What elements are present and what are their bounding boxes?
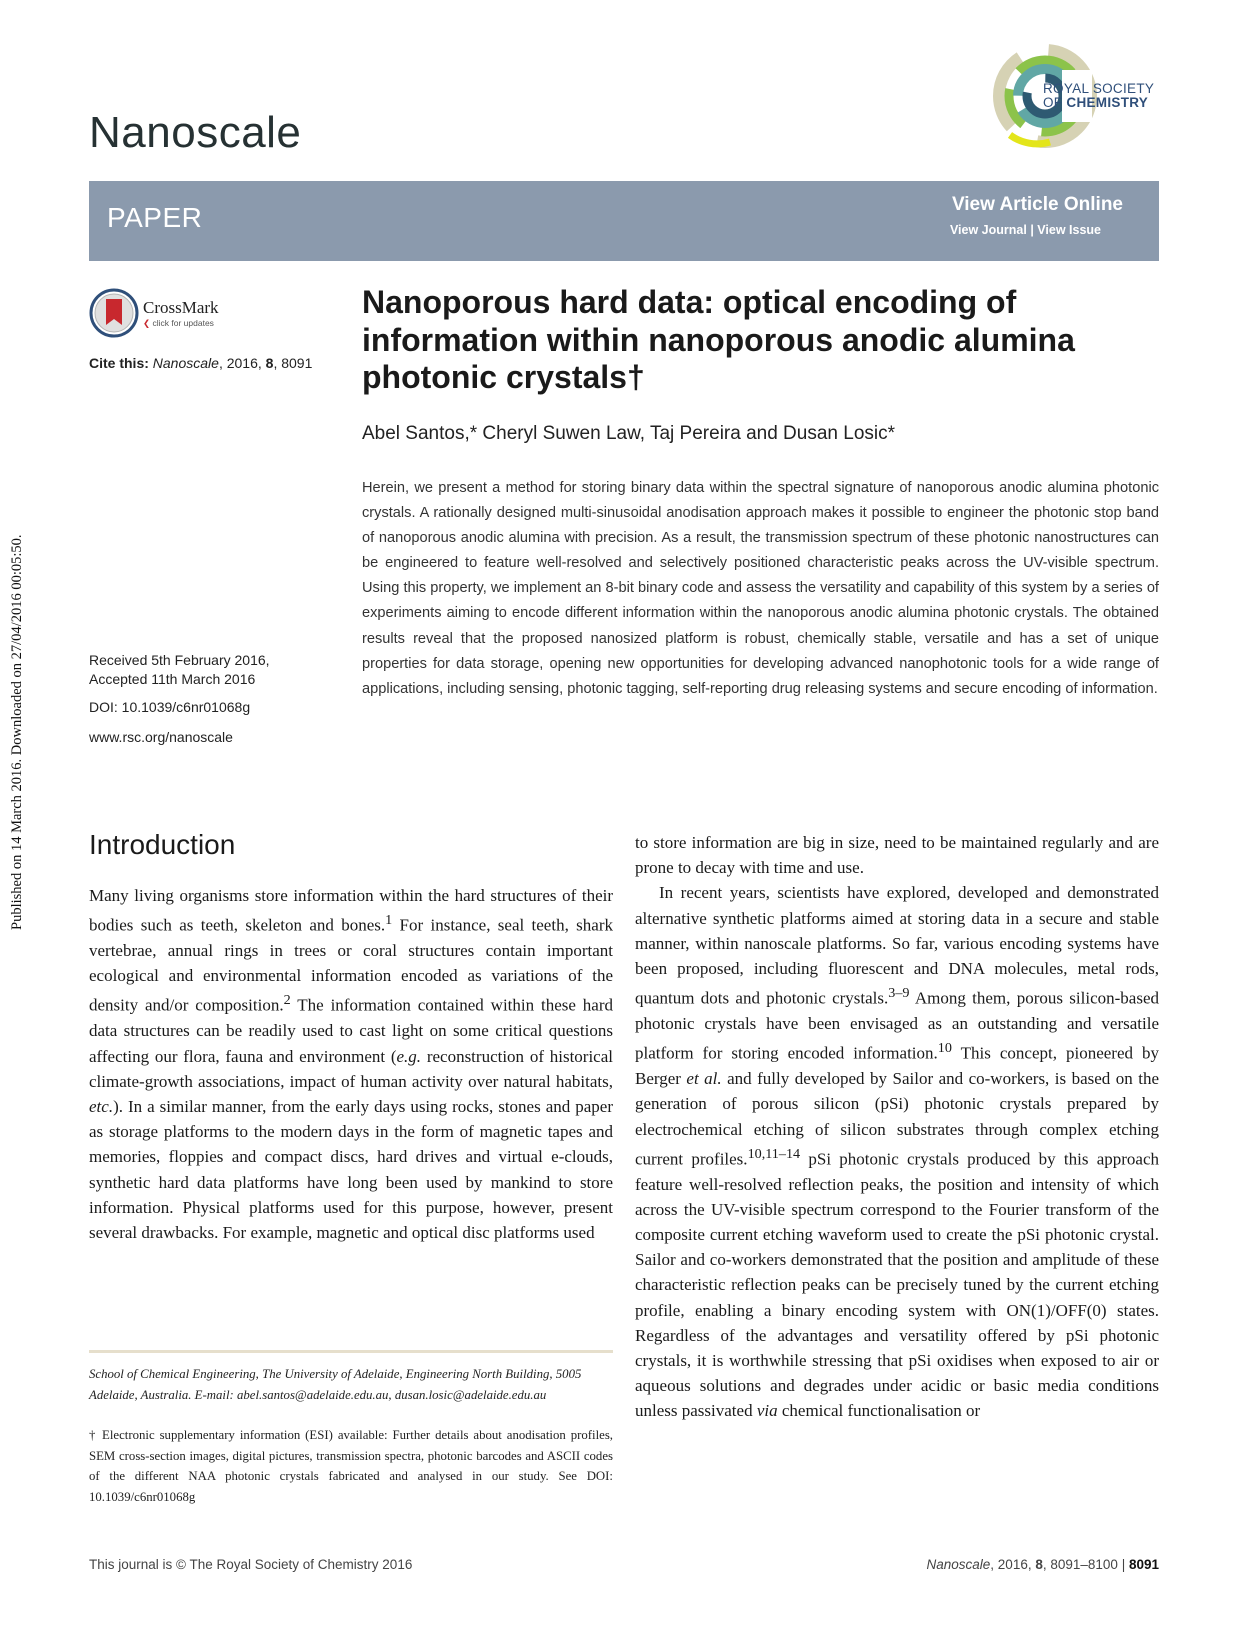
journal-url-link[interactable]: www.rsc.org/nanoscale (89, 729, 233, 745)
journal-title: Nanoscale (89, 108, 302, 157)
citation-ref[interactable]: 1 (385, 912, 393, 929)
article-type-label: PAPER (107, 202, 203, 233)
citation-ref[interactable]: 3–9 (888, 985, 910, 1002)
esi-footnote: † Electronic supplementary information (ESI) available: Further details about anodisation profiles, SEM cross-section images, digital pictures, transmission spectra, photonic barcodes and ASCII codes of the different NAA photonic crystals fabricated and analysed in our study. See DOI: 10.1039/c6nr01068g (89, 1428, 613, 1504)
page-number: 8091 (1128, 1557, 1159, 1572)
introduction-right-column (635, 830, 1159, 1424)
view-article-online-link[interactable]: View Article Online (951, 194, 1123, 215)
copyright-footer: This journal is © The Royal Society of Chemistry 2016 (89, 1557, 413, 1572)
publication-side-note (9, 470, 29, 930)
crossmark-icon (89, 288, 139, 338)
rsc-line1: ROYAL SOCIETY (1043, 81, 1155, 96)
banner-links (950, 223, 1101, 237)
introduction-paragraph: In recent years, scientists have explored, developed and demonstrated alternative synthetic platforms aimed at storing data in a secure and stable manner, within nanoscale platforms. So far, various encoding systems have been proposed, including fluorescent and DNA molecules, metal rods, quantum dots and photonic crystals.$^{3-9}$ Among them, porous silicon-based photonic crystals have been envisaged as an outstanding and versatile platform for storing encoded information.$^{10}$ This concept, pioneered by Berger et al. and fully developed by Sailor and co-workers, is based on the generation of porous silicon (pSi) photonic crystals prepared by electrochemical etching of silicon substrates through complex etching current profiles.$^{10,11-14}$ pSi photonic crystals produced by this approach feature well-resolved reflection peaks, the position and intensity of which across the UV-visible spectrum correspond to the Fourier transform of the composite current etching waveform used to create the pSi photonic crystal. Sailor and co-workers demonstrated that the position and amplitude of these characteristic reflection peaks can be precisely tuned by the current etching profile, enabling a binary encoding system with ON(1)/OFF(0) states. Regardless of the advantages and versatility offered by pSi photonic crystals, it is worthwhile stressing that pSi oxidises when exposed to air or aqueous solutions and degrades under acidic or basic media conditions unless passivated via chemical functionalisation or (635, 883, 1159, 1421)
page-footer: Nanoscale, 2016, 8, 8091–8100 | 8091 (926, 1557, 1159, 1572)
citation-ref[interactable]: 10 (937, 1040, 952, 1057)
rsc-wordmark (1043, 82, 1154, 110)
citation-ref[interactable]: 10,11–14 (747, 1145, 801, 1162)
abstract: Herein, we present a method for storing binary data within the spectral signature of nanoporous anodic alumina photonic crystals. A rationally designed multi-sinusoidal anodisation approach makes it possible to engineer the photonic stop band of nanoporous anodic alumina with precision. As a result, the transmission spectrum of these photonic nanostructures can be engineered to feature well-resolved and selectively positioned characteristic peaks across the UV-visible spectrum. Using this property, we implement an 8-bit binary code and assess the versatility and capability of this system by a series of experiments aiming to encode different information within the nanoporous anodic alumina photonic crystals. The obtained results reveal that the proposed nanosized platform is robust, chemically stable, versatile and has a set of unique properties for data storage, opening new opportunities for developing advanced nanophotonic tools for a wide range of applications, including sensing, photonic tagging, self-reporting drug releasing systems and secure encoding of information. (362, 480, 1159, 697)
citation-ref[interactable]: 2 (283, 992, 291, 1009)
introduction-heading: Introduction (89, 829, 236, 860)
doi: DOI: 10.1039/c6nr01068g (89, 699, 251, 715)
footnote-divider (89, 1350, 613, 1353)
introduction-paragraph: Many living organisms store information within the hard structures of their bodies such as teeth, skeleton and bones.$^1$ For instance, seal teeth, shark vertebrae, annual rings in trees or coral structures contain important ecological and environmental information encoded as variations of the density and/or composition.$^2$ The information contained within these hard data structures can be readily used to cast light on some critical questions affecting our flora, fauna and environment (e.g. reconstruction of historical climate-growth associations, impact of human activity over natural habitats, etc.). In a similar manner, from the early days using rocks, stones and paper as storage platforms to the modern days in the form of magnetic tapes and memories, floppies and compact discs, hard drives and virtual e-clouds, synthetic hard data platforms have long been used by mankind to store information. Physical platforms used for this purpose, however, present several drawbacks. For example, magnetic and optical disc platforms used (89, 886, 613, 1242)
article-type-banner (89, 181, 1159, 261)
rsc-line2: OF CHEMISTRY (1043, 95, 1149, 110)
introduction-left-column (89, 883, 613, 1245)
cite-this: Cite this: Nanoscale, 2016, 8, 8091 (89, 355, 313, 371)
crossmark-subtitle: ❮ click for updates (143, 318, 214, 328)
author-list: Abel Santos,* Cheryl Suwen Law, Taj Pereira and Dusan Losic* (362, 423, 896, 444)
accepted-date: Accepted 11th March 2016 (89, 671, 256, 687)
article-title: Nanoporous hard data: optical encoding of information within nanoporous anodic alumina photonic crystals† (362, 284, 1075, 395)
received-date: Received 5th February 2016, (89, 652, 270, 668)
affiliation-footnote: School of Chemical Engineering, The University of Adelaide, Engineering North Building, 5005 Adelaide, Australia. E-mail: abel.santos@adelaide.edu.au, dusan.losic@adelaide.edu.au (89, 1367, 582, 1402)
view-journal-link[interactable]: View Journal (949, 223, 1027, 237)
side-note-text: Published on 14 March 2016. Downloaded on 27/04/2016 00:05:50. (9, 534, 25, 930)
introduction-paragraph: to store information are big in size, need to be maintained regularly and are prone to decay with time and use. (635, 833, 1159, 878)
crossmark-title: CrossMark (143, 298, 219, 317)
crossmark-badge[interactable] (89, 288, 229, 338)
view-issue-link[interactable]: View Issue (1037, 223, 1101, 237)
link-separator: | (1030, 223, 1034, 237)
